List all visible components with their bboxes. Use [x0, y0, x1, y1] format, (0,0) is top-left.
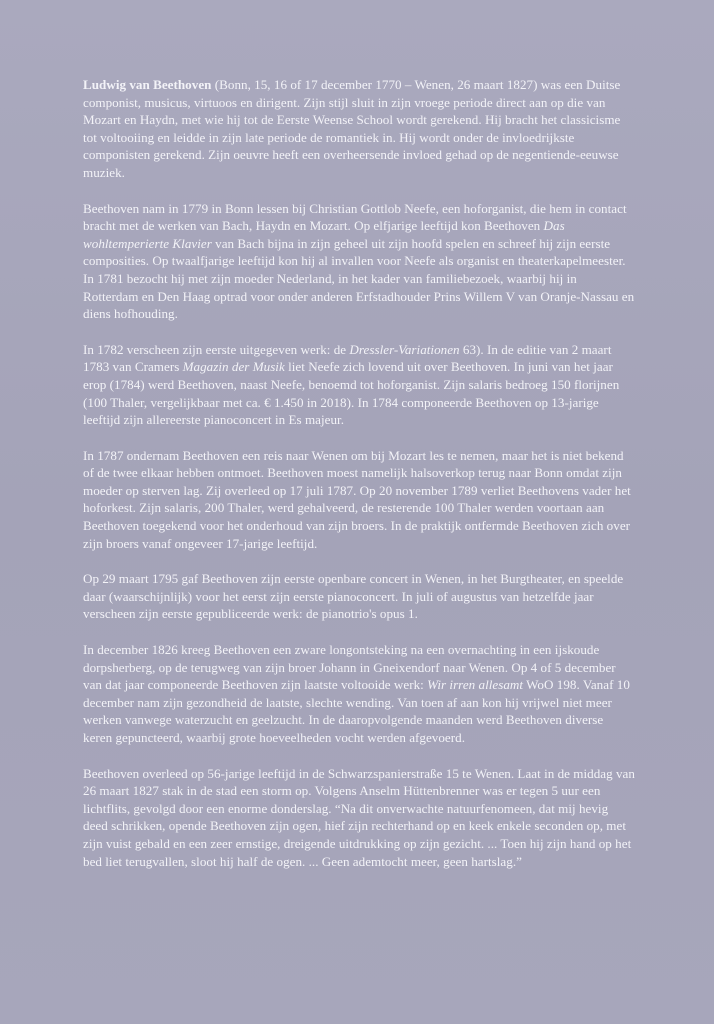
text-run: Op 29 maart 1795 gaf Beethoven zijn eerste openbare concert in Wenen, in het Burgtheater, en speelde daar (waarschijnlijk) voor het eerst zijn eerste pianoconcert. In juli of augustus van hetzelfde jaar verscheen zijn eerste gepubliceerde werk: de pianotrio's opus 1. [83, 571, 624, 622]
italic-title: Dressler-Variationen [349, 341, 460, 357]
bold-text: Ludwig van Beethoven [83, 77, 212, 92]
text-run: Beethoven nam in 1779 in Bonn lessen bij Christian Gottlob Neefe, een hoforganist, die hem in contact bracht met de werken van Bach, Haydn en Mozart. Op elfjarige leeftijd kon Beethoven [83, 200, 627, 234]
paragraph-intro [83, 76, 635, 182]
paragraph-death [83, 765, 635, 871]
paragraph-vienna-1787 [83, 447, 635, 553]
paragraph-early-years [83, 200, 635, 323]
paragraph-first-concert [83, 570, 635, 623]
text-run: van Bach bijna in zijn geheel uit zijn hoofd spelen en schreef hij zijn eerste composities. Op twaalfjarige leeftijd kon hij al invallen voor Neefe als organist en theaterkapelmeester. In 1781 bezocht hij met zijn moeder Nederland, in het kader van familiebezoek, waarbij hij in Rotterdam en Den Haag optrad voor onder anderen Erfstadhouder Prins Willem V van Oranje-Nassau en diens hofhouding. [83, 235, 635, 322]
italic-title: Wir irren allesamt [427, 677, 524, 693]
text-run: In 1782 verscheen zijn eerste uitgegeven werk: de [83, 341, 350, 357]
italic-title: Magazin der Musik [182, 359, 285, 375]
document-body [83, 76, 635, 870]
text-run: WoO 198. Vanaf 10 december nam zijn gezondheid de laatste, slechte wending. Van toen af aan kon hij vrijwel niet meer werken vanwege waterzucht en geelzucht. In de daaropvolgende maanden werd Beethoven diverse keren gepuncteerd, waarbij grote hoeveelheden vocht werden afgevoerd. [83, 677, 630, 745]
italic-title: Das wohltemperierte Klavier [83, 218, 565, 251]
text-run: liet Neefe zich lovend uit over Beethoven. In juni van het jaar erop (1784) werd Beethoven, naast Neefe, benoemd tot hoforganist. Zijn salaris bedroeg 150 florijnen (100 Thaler, vergelijkbaar met ca. € 1.450 in 2018). In 1784 componeerde Beethoven op 13-jarige leeftijd zijn allereerste pianoconcert in Es majeur. [83, 359, 620, 428]
text-run: In december 1826 kreeg Beethoven een zware longontsteking na een overnachting in een ijskoude dorpsherberg, op de terugweg van zijn broer Johann in Gneixendorf naar Wenen. Op 4 of 5 december van dat jaar componeerde Beethoven zijn laatste voltooide werk: [83, 642, 616, 693]
text-run: (Bonn, 15, 16 of 17 december 1770 – Wenen, 26 maart 1827) was een Duitse componist, musicus, virtuoos en dirigent. Zijn stijl sluit in zijn vroege periode direct aan op die van Mozart en Haydn, met wie hij tot de Eerste Weense School wordt gerekend. Hij bracht het classicisme tot voltooiing en leidde in zijn late periode de romantiek in. Hij wordt onder de invloedrijkste componisten gerekend. Zijn oeuvre heeft een overheersende invloed gehad op de negentiende-eeuwse muziek. [83, 77, 621, 180]
text-run: In 1787 ondernam Beethoven een reis naar Wenen om bij Mozart les te nemen, maar het is niet bekend of de twee elkaar hebben ontmoet. Beethoven moest namelijk halsoverkop terug naar Bonn omdat zijn moeder op sterven lag. Zij overleed op 17 juli 1787. Op 20 november 1789 verliet Beethovens vader het hoforkest. Zijn salaris, 200 Thaler, werd gehalveerd, de resterende 100 Thaler werden voortaan aan Beethoven toegekend voor het onderhoud van zijn broers. In de praktijk ontfermde Beethoven zich over zijn broers vanaf ongeveer 17-jarige leeftijd. [83, 447, 631, 551]
paragraph-first-publication [83, 341, 635, 429]
text-run: 63). In de editie van 2 maart 1783 van Cramers [83, 341, 612, 375]
paragraph-illness [83, 641, 635, 747]
text-run: Beethoven overleed op 56-jarige leeftijd in de Schwarzspanierstraße 15 te Wenen. Laat in de middag van 26 maart 1827 stak in de stad een storm op. Volgens Anselm Hüttenbrenner was er tegen 5 uur een lichtflits, gevolgd door een enorme donderslag. “Na dit onverwachte natuurfenomeen, dat mij hevig deed schrikken, opende Beethoven zijn ogen, hief zijn rechterhand op en keek enkele seconden op, met zijn vuist gebald en een zeer ernstige, dreigende uitdrukking op zijn gezicht. ... Toen hij zijn hand op het bed liet terugvallen, sloot hij half de ogen. ... Geen ademtocht meer, geen hartslag.” [83, 765, 635, 869]
